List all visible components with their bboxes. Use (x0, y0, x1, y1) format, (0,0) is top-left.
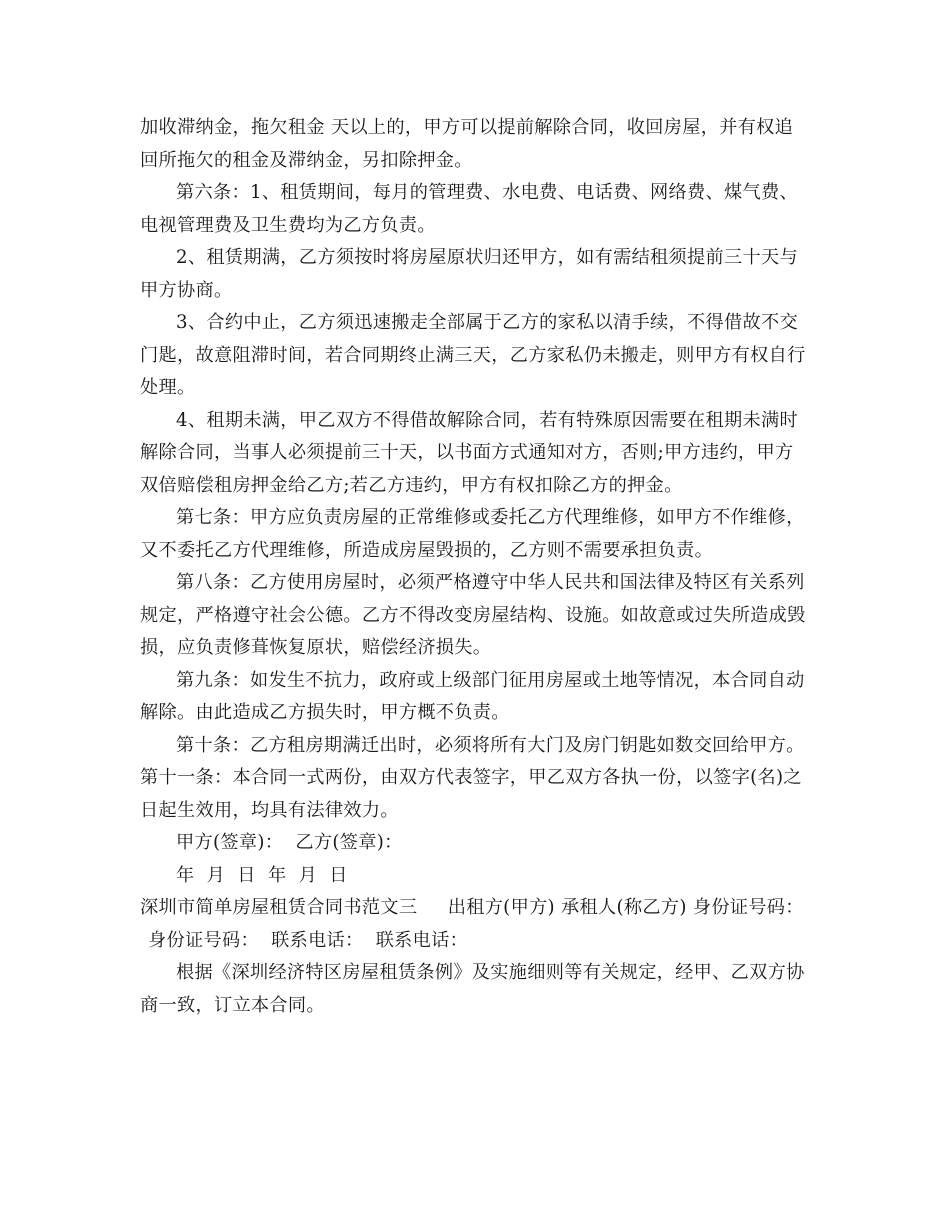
document-body (140, 112, 816, 1022)
clause-6-item-2: 2、租赁期满，乙方须按时将房屋原状归还甲方，如有需结租须提前三十天与 (176, 247, 798, 268)
text-line: 双倍赔偿租房押金给乙方;若乙方违约，甲方有权扣除乙方的押金。 (140, 474, 683, 496)
text-line: 回所拖欠的租金及滞纳金，另扣除押金。 (140, 149, 473, 171)
text-line: 处理。 (140, 377, 196, 398)
text-line: 又不委托乙方代理维修，所造成房屋毁损的，乙方则不需要承担负责。 (140, 539, 714, 561)
text-line: 损，应负责修葺恢复原状，赔偿经济损失。 (140, 637, 492, 658)
contact-line: 身份证号码： 联系电话： 联系电话： (148, 929, 469, 951)
text-line: 甲方协商。 (140, 279, 233, 301)
contract-title-line: 深圳市简单房屋租赁合同书范文三 出租方(甲方) 承租人(称乙方) 身份证号码： (140, 897, 804, 918)
text-line: 解除合同，当事人必须提前三十天，以书面方式通知对方，否则;甲方违约，甲方 (140, 442, 794, 463)
text-line: 电视管理费及卫生费均为乙方负责。 (140, 214, 436, 236)
clause-10: 第十条：乙方租房期满迁出时，必须将所有大门及房门钥匙如数交回给甲方。 (176, 734, 805, 756)
text-line: 规定，严格遵守社会公德。乙方不得改变房屋结构、设施。如故意或过失所造成毁 (140, 604, 806, 626)
clause-11: 第十一条：本合同一式两份，由双方代表签字，甲乙双方各执一份，以签字(名)之 (140, 767, 802, 788)
clause-9: 第九条：如发生不抗力，政府或上级部门征用房屋或土地等情况，本合同自动 (176, 669, 805, 691)
clause-6-heading: 第六条：1、租赁期间，每月的管理费、水电费、电话费、网络费、煤气费、 (176, 182, 798, 203)
clause-7: 第七条：甲方应负责房屋的正常维修或委托乙方代理维修，如甲方不作维修， (176, 507, 805, 528)
text-line: 商一致，订立本合同。 (140, 994, 325, 1016)
text-line: 解除。由此造成乙方损失时，甲方概不负责。 (140, 702, 510, 723)
clause-8: 第八条：乙方使用房屋时，必须严格遵守中华人民共和国法律及特区有关系列 (176, 572, 805, 593)
text-line: 门匙，故意阻滞时间，若合同期终止满三天，乙方家私仍未搬走，则甲方有权自行 (140, 344, 806, 366)
preamble: 根据《深圳经济特区房屋租赁条例》及实施细则等有关规定，经甲、乙双方协 (176, 962, 805, 983)
clause-6-item-3: 3、合约中止，乙方须迅速搬走全部属于乙方的家私以清手续，不得借故不交 (176, 312, 798, 333)
signature-line: 甲方(签章)： 乙方(签章)： (176, 832, 403, 853)
date-line: 年 月 日 年 月 日 (176, 864, 348, 886)
text-line: 加收滞纳金，拖欠租金 天以上的，甲方可以提前解除合同，收回房屋，并有权追 (140, 117, 794, 138)
text-line: 日起生效用，均具有法律效力。 (140, 799, 399, 821)
clause-6-item-4: 4、租期未满，甲乙双方不得借故解除合同，若有特殊原因需要在租期未满时 (176, 409, 798, 431)
